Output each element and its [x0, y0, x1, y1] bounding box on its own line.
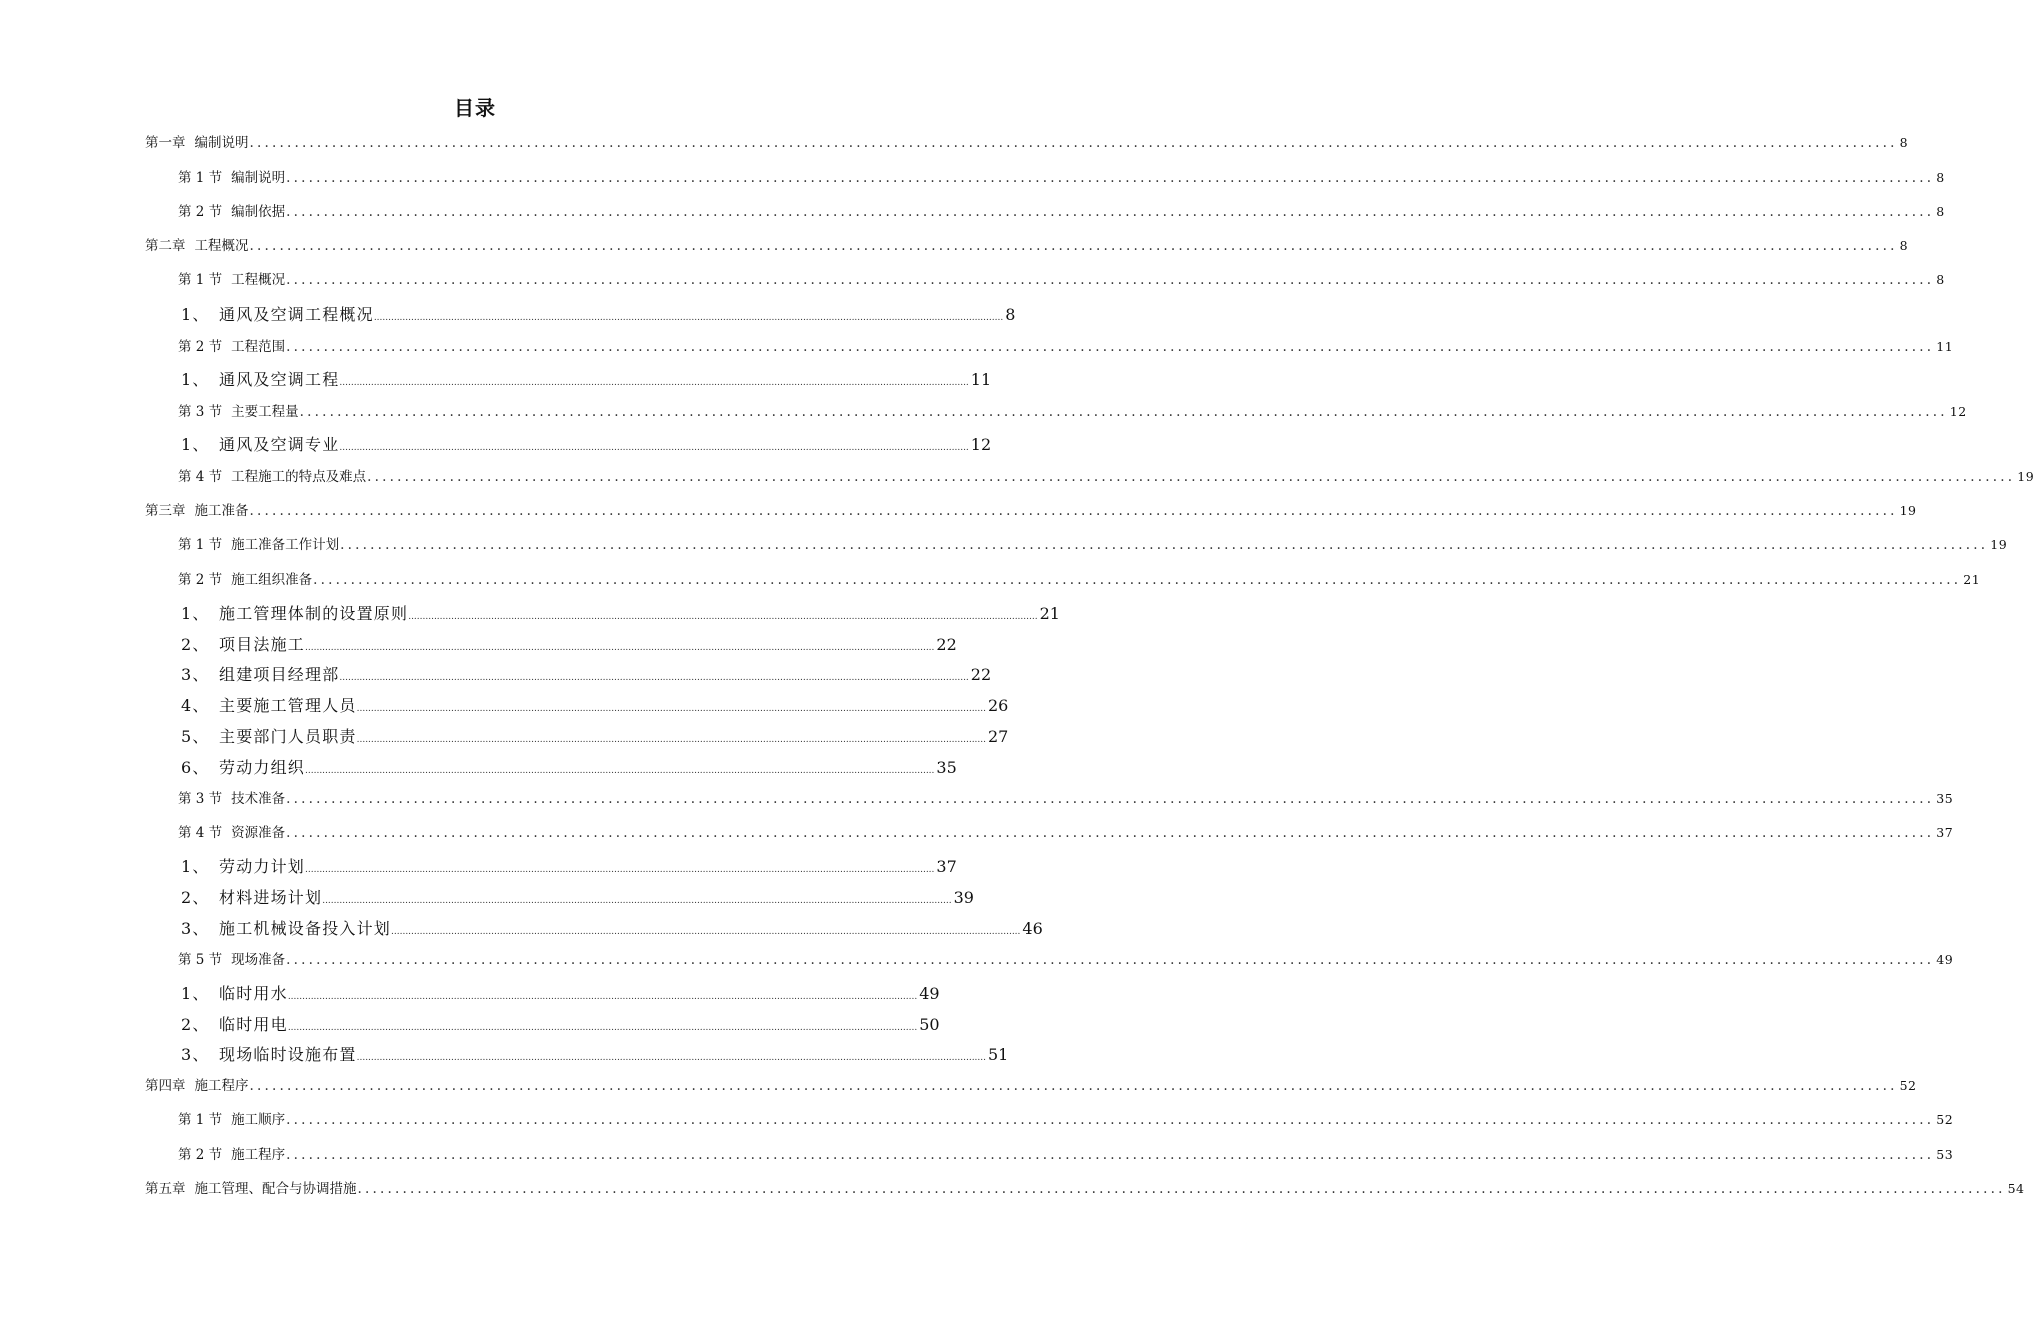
toc-entry-label: [181, 917, 391, 941]
toc-entry-title: 施工程序: [194, 1078, 249, 1094]
toc-page-number: 26: [988, 696, 1009, 715]
toc-entry[interactable]: [181, 917, 1043, 941]
toc-entry[interactable]: [178, 787, 1954, 811]
toc-entry-number: 第三章: [145, 503, 186, 519]
toc-entry-title: 主要部门人员职责: [219, 727, 357, 746]
toc-page-number: 22: [936, 635, 957, 654]
toc-entry-title: 临时用电: [219, 1015, 288, 1034]
toc-entry-title: 现场临时设施布置: [219, 1045, 357, 1064]
toc-entry-title: 施工准备工作计划: [231, 537, 340, 553]
toc-entry-title: 工程范围: [231, 339, 286, 355]
toc-page-number: 46: [1022, 919, 1043, 938]
toc-entry-title: 通风及空调工程概况: [219, 305, 374, 324]
toc-entry-label: [145, 499, 249, 523]
toc-entry[interactable]: [145, 131, 1909, 155]
toc-entry[interactable]: [178, 166, 1945, 190]
toc-entry-title: 通风及空调专业: [219, 435, 340, 454]
toc-entry[interactable]: [178, 268, 1945, 292]
toc-page-number: 8: [1936, 170, 1945, 185]
toc-page-number: 52: [1899, 1078, 1917, 1093]
toc-entry-number: 1、: [181, 984, 210, 1003]
toc-entry[interactable]: [145, 499, 1917, 523]
toc-entry-title: 工程概况: [231, 272, 286, 288]
toc-entry-title: 临时用水: [219, 984, 288, 1003]
toc-page-number: 50: [919, 1015, 940, 1034]
toc-entry-title: 编制说明: [231, 170, 286, 186]
toc-entry-number: 第 3 节: [178, 791, 223, 807]
toc-leader-dots: ............................................................................................................................................................................................................................: [286, 272, 1935, 288]
toc-entry-number: 第 4 节: [178, 825, 223, 841]
toc-leader-dots: ............................................................................................................................................................................................................................: [356, 704, 986, 714]
toc-entry-number: 1、: [181, 435, 210, 454]
toc-entry-label: [178, 1143, 285, 1167]
toc-entry-label: [181, 368, 339, 392]
toc-entry-title: 施工组织准备: [231, 572, 313, 588]
toc-entry-label: [178, 335, 285, 359]
toc-leader-dots: ............................................................................................................................................................................................................................: [286, 952, 1935, 968]
toc-entry-number: 2、: [181, 635, 210, 654]
toc-entry-number: 2、: [181, 888, 210, 907]
toc-entry-label: [181, 694, 357, 718]
toc-entry-label: [145, 131, 249, 155]
toc-entry-number: 1、: [181, 604, 210, 623]
toc-entry-number: 第四章: [145, 1078, 186, 1094]
toc-page-number: 11: [1936, 339, 1954, 354]
toc-entry-label: [178, 166, 285, 190]
toc-entry[interactable]: [181, 1043, 1009, 1067]
toc-entry[interactable]: [178, 948, 1954, 972]
toc-entry[interactable]: [181, 1013, 940, 1037]
toc-entry-number: 5、: [181, 727, 210, 746]
toc-entry-label: [181, 303, 374, 327]
toc-leader-dots: ............................................................................................................................................................................................................................: [357, 1181, 2006, 1197]
toc-entry-number: 第二章: [145, 238, 186, 254]
toc-page-number: 21: [1963, 572, 1981, 587]
toc-leader-dots: ............................................................................................................................................................................................................................: [322, 896, 952, 906]
toc-leader-dots: ............................................................................................................................................................................................................................: [287, 992, 918, 1002]
toc-leader-dots: ............................................................................................................................................................................................................................: [356, 1053, 986, 1063]
toc-page-number: 8: [1936, 204, 1945, 219]
toc-page-number: 37: [936, 857, 957, 876]
toc-entry-number: 2、: [181, 1015, 210, 1034]
page-title: 目录: [454, 96, 496, 120]
toc-entry-label: [181, 982, 288, 1006]
toc-page-number: 21: [1039, 604, 1060, 623]
toc-page-number: 54: [2007, 1181, 2025, 1196]
toc-leader-dots: ............................................................................................................................................................................................................................: [391, 927, 1021, 937]
toc-entry-title: 编制依据: [231, 204, 286, 220]
toc-leader-dots: ............................................................................................................................................................................................................................: [305, 865, 935, 875]
toc-leader-dots: ............................................................................................................................................................................................................................: [286, 204, 1935, 220]
toc-entry-title: 主要施工管理人员: [219, 696, 357, 715]
toc-entry[interactable]: [181, 725, 1009, 749]
toc-entry-number: 6、: [181, 758, 210, 777]
toc-entry-label: [145, 1074, 249, 1098]
toc-entry-title: 施工管理体制的设置原则: [219, 604, 409, 623]
toc-entry[interactable]: [145, 1177, 2025, 1201]
toc-entry[interactable]: [178, 1108, 1954, 1132]
toc-entry-number: 第 3 节: [178, 404, 223, 420]
toc-entry[interactable]: [145, 1074, 1917, 1098]
toc-entry-number: 第 1 节: [178, 1112, 223, 1128]
toc-leader-dots: ............................................................................................................................................................................................................................: [249, 135, 1898, 151]
toc-page-number: 51: [988, 1045, 1009, 1064]
toc-entry-label: [181, 756, 305, 780]
toc-entry-label: [178, 200, 285, 224]
toc-page-number: 19: [1899, 503, 1917, 518]
toc-entry-title: 工程概况: [194, 238, 249, 254]
toc-entry-number: 第一章: [145, 135, 186, 151]
toc-entry-label: [178, 465, 366, 489]
toc-entry-label: [178, 533, 339, 557]
toc-entry-number: 第 2 节: [178, 204, 223, 220]
toc-entry-label: [178, 268, 285, 292]
toc-entry-title: 通风及空调工程: [219, 370, 340, 389]
toc-entry[interactable]: [181, 303, 1016, 327]
toc-entry-title: 材料进场计划: [219, 888, 323, 907]
toc-entry-number: 第 2 节: [178, 572, 223, 588]
toc-leader-dots: ............................................................................................................................................................................................................................: [249, 1078, 1898, 1094]
toc-entry[interactable]: [178, 568, 1981, 592]
toc-entry-title: 组建项目经理部: [219, 665, 340, 684]
toc-entry[interactable]: [181, 694, 1009, 718]
toc-page-number: 12: [970, 435, 992, 454]
toc-page-number: 52: [1936, 1112, 1954, 1127]
toc-entry-number: 第五章: [145, 1181, 186, 1197]
toc-page-number: 35: [936, 758, 957, 777]
toc-leader-dots: ............................................................................................................................................................................................................................: [356, 735, 986, 745]
toc-leader-dots: ............................................................................................................................................................................................................................: [313, 572, 1962, 588]
toc-entry-number: 第 4 节: [178, 469, 223, 485]
toc-entry[interactable]: [178, 465, 2034, 489]
toc-leader-dots: ............................................................................................................................................................................................................................: [339, 378, 969, 388]
toc-entry-number: 第 1 节: [178, 170, 223, 186]
toc-entry-title: 施工准备: [194, 503, 249, 519]
toc-page-number: 53: [1936, 1147, 1954, 1162]
toc-entry-number: 1、: [181, 305, 210, 324]
toc-entry-label: [178, 821, 285, 845]
toc-entry-title: 劳动力计划: [219, 857, 306, 876]
toc-entry-label: [178, 400, 299, 424]
toc-entry-title: 项目法施工: [219, 635, 306, 654]
toc-leader-dots: ............................................................................................................................................................................................................................: [286, 1112, 1935, 1128]
toc-leader-dots: ............................................................................................................................................................................................................................: [373, 313, 1004, 323]
toc-entry-label: [181, 886, 322, 910]
toc-entry-label: [181, 725, 357, 749]
toc-entry[interactable]: [178, 335, 1954, 359]
toc-entry[interactable]: [181, 633, 957, 657]
toc-entry-label: [178, 948, 285, 972]
toc-leader-dots: ............................................................................................................................................................................................................................: [299, 404, 1948, 420]
toc-entry-label: [178, 787, 285, 811]
toc-entry[interactable]: [178, 533, 2008, 557]
toc-leader-dots: ............................................................................................................................................................................................................................: [305, 643, 935, 653]
toc-page-number: 37: [1936, 825, 1954, 840]
toc-entry-title: 劳动力组织: [219, 758, 306, 777]
toc-page-number: 8: [1899, 135, 1909, 150]
toc-entry-label: [181, 855, 305, 879]
toc-page-number: 19: [1990, 537, 2008, 552]
toc-entry-label: [181, 433, 339, 457]
toc-entry[interactable]: [178, 821, 1954, 845]
toc-entry-title: 工程施工的特点及难点: [231, 469, 367, 485]
toc-entry-number: 第 1 节: [178, 272, 223, 288]
toc-leader-dots: ............................................................................................................................................................................................................................: [339, 443, 969, 453]
toc-entry[interactable]: [181, 756, 957, 780]
toc-entry-label: [181, 1013, 288, 1037]
toc-entry-number: 1、: [181, 370, 210, 389]
toc-entry-number: 1、: [181, 857, 210, 876]
toc-page-number: 8: [1005, 305, 1016, 324]
toc-entry[interactable]: [181, 433, 992, 457]
toc-entry[interactable]: [178, 200, 1945, 224]
toc-entry-label: [181, 663, 339, 687]
toc-entry-number: 第 5 节: [178, 952, 223, 968]
toc-leader-dots: ............................................................................................................................................................................................................................: [286, 825, 1935, 841]
toc-entry[interactable]: [145, 234, 1909, 258]
toc-entry-number: 第 2 节: [178, 339, 223, 355]
toc-entry-label: [178, 1108, 285, 1132]
toc-leader-dots: ............................................................................................................................................................................................................................: [249, 503, 1898, 519]
toc-entry[interactable]: [178, 1143, 1954, 1167]
toc-leader-dots: ............................................................................................................................................................................................................................: [305, 766, 935, 776]
toc-leader-dots: ............................................................................................................................................................................................................................: [339, 673, 969, 683]
toc-leader-dots: ............................................................................................................................................................................................................................: [286, 170, 1935, 186]
toc-page-number: 8: [1899, 238, 1909, 253]
toc-leader-dots: ............................................................................................................................................................................................................................: [408, 612, 1038, 622]
toc-page-number: 35: [1936, 791, 1954, 806]
toc-entry-label: [181, 1043, 357, 1067]
toc-entry-title: 主要工程量: [231, 404, 299, 420]
toc-page-number: 49: [1936, 952, 1954, 967]
toc-entry-title: 施工管理、配合与协调措施: [194, 1181, 357, 1197]
toc-entry[interactable]: [181, 368, 992, 392]
toc-leader-dots: ............................................................................................................................................................................................................................: [286, 1147, 1935, 1163]
toc-entry-title: 施工程序: [231, 1147, 286, 1163]
toc-entry-label: [145, 234, 249, 258]
toc-page-number: 19: [2017, 469, 2034, 484]
toc-entry-title: 编制说明: [194, 135, 249, 151]
toc-entry[interactable]: [181, 602, 1060, 626]
toc-entry-label: [178, 568, 312, 592]
toc-entry[interactable]: [181, 855, 957, 879]
toc-entry-title: 施工顺序: [231, 1112, 286, 1128]
toc-entry-label: [145, 1177, 357, 1201]
toc-leader-dots: ............................................................................................................................................................................................................................: [249, 238, 1898, 254]
toc-leader-dots: ............................................................................................................................................................................................................................: [287, 1023, 918, 1033]
toc-page-number: 39: [953, 888, 974, 907]
toc-entry-number: 3、: [181, 1045, 210, 1064]
toc-entry-label: [181, 633, 305, 657]
toc-entry-number: 3、: [181, 665, 210, 684]
toc-entry-number: 第 2 节: [178, 1147, 223, 1163]
toc-entry[interactable]: [181, 663, 992, 687]
toc-leader-dots: ............................................................................................................................................................................................................................: [286, 339, 1935, 355]
toc-entry-number: 第 1 节: [178, 537, 223, 553]
toc-leader-dots: ............................................................................................................................................................................................................................: [367, 469, 2016, 485]
toc-page-number: 11: [970, 370, 992, 389]
toc-entry-title: 资源准备: [231, 825, 286, 841]
toc-entry-title: 技术准备: [231, 791, 286, 807]
toc-entry-title: 现场准备: [231, 952, 286, 968]
toc-page-number: 8: [1936, 272, 1945, 287]
toc-entry[interactable]: [178, 400, 1967, 424]
toc-leader-dots: ............................................................................................................................................................................................................................: [286, 791, 1935, 807]
toc-entry-title: 施工机械设备投入计划: [219, 919, 392, 938]
toc-leader-dots: ............................................................................................................................................................................................................................: [340, 537, 1989, 553]
toc-page-number: 12: [1949, 404, 1967, 419]
toc-entry[interactable]: [181, 886, 974, 910]
toc-page-number: 27: [988, 727, 1009, 746]
toc-entry-label: [181, 602, 408, 626]
toc-entry-number: 3、: [181, 919, 210, 938]
toc-page-number: 22: [970, 665, 992, 684]
toc-page-number: 49: [919, 984, 940, 1003]
toc-entry[interactable]: [181, 982, 940, 1006]
toc-entry-number: 4、: [181, 696, 210, 715]
